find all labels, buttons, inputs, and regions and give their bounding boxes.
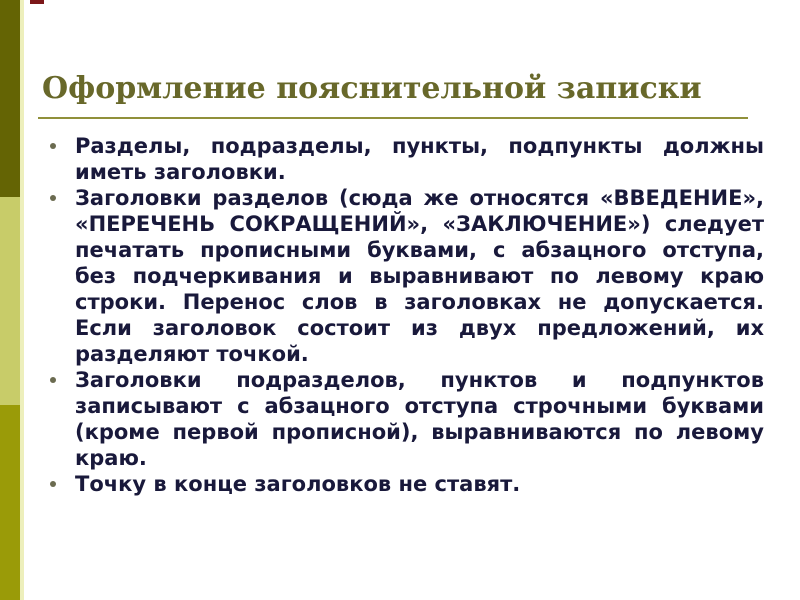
bullet-item-subsection-headings [48,367,764,471]
bullet-item-section-headings [48,185,764,367]
title-underline-rule [38,117,748,119]
bullet-item-no-trailing-period [48,471,764,497]
bullet-item-headings-required [48,133,764,185]
bullet-dot-icon [50,481,56,487]
top-maroon-dash [30,0,44,4]
bullet-text: Заголовки разделов (сюда же относятся «ВВЕДЕНИЕ», «ПЕРЕЧЕНЬ СОКРАЩЕНИЙ», «ЗАКЛЮЧЕНИЕ») следует печатать прописными буквами, с абзацного отступа, без подчеркивания и выравнивают по левому краю строки. Перенос слов в заголовках не допускается. Если заголовок состоит из двух предложений, их разделяют точкой. [75,186,764,366]
left-accent-bar-segment-bottom [0,405,20,600]
left-accent-bar-segment-middle [0,197,20,405]
bullet-dot-icon [50,377,56,383]
bullet-dot-icon [50,195,56,201]
bullet-text: Точку в конце заголовков не ставят. [75,472,521,496]
slide-body [48,133,764,595]
slide-title: Оформление пояснительной записки [42,71,702,107]
bullet-dot-icon [50,143,56,149]
left-accent-bar-segment-top [0,0,20,197]
left-accent-bar-edge [20,0,24,600]
bullet-text: Заголовки подразделов, пунктов и подпунктов записывают с абзацного отступа строчными буквами (кроме первой прописной), выравниваются по левому краю. [75,368,764,470]
bullet-list [48,133,764,497]
left-accent-bar [0,0,20,600]
bullet-text: Разделы, подразделы, пункты, подпункты должны иметь заголовки. [75,134,764,184]
